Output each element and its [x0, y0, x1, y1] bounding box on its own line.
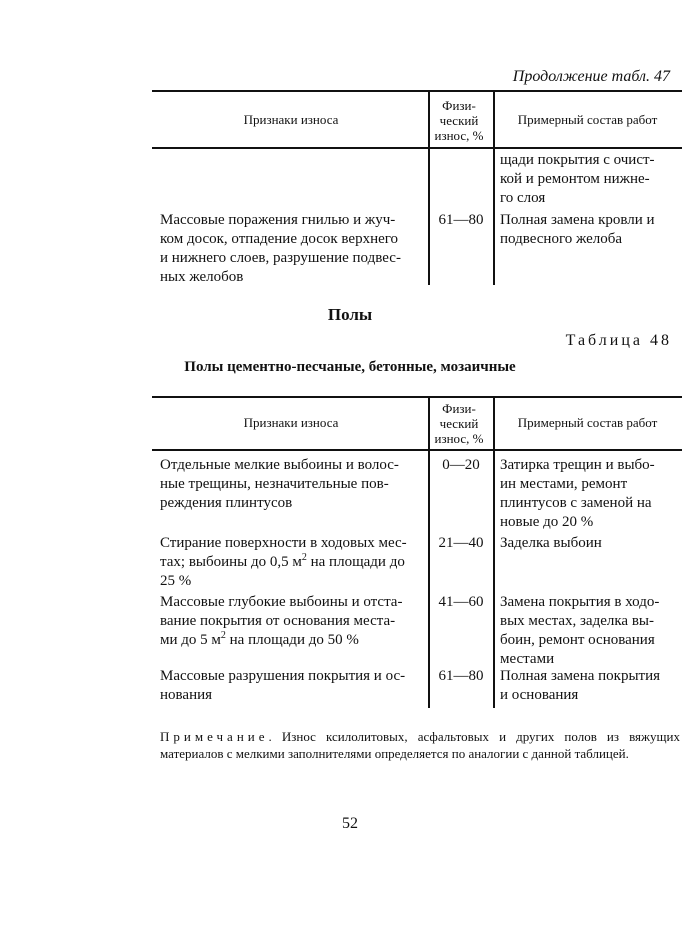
- table-row-signs: Отдельные мелкие выбоины и волос- ные трещины, незначительные пов- реждения плинтусов: [160, 457, 399, 511]
- superscript: 2: [220, 630, 226, 641]
- table-row-works: щади покрытия с очист- кой и ремонтом нижне- го слоя: [500, 152, 655, 206]
- table-row-works: Полная замена кровли и подвесного желоба: [500, 212, 655, 247]
- section-title: Полы: [327, 305, 373, 324]
- page-number: 52: [342, 815, 358, 832]
- signs-text: на площади до 25 %: [160, 554, 405, 589]
- table-row-signs: [160, 534, 422, 591]
- superscript: 2: [301, 552, 307, 563]
- signs-text: на площади до 50 %: [225, 632, 359, 648]
- header-works: Примерный состав работ: [517, 415, 658, 430]
- table-note: [160, 728, 680, 762]
- column-divider: [428, 90, 430, 285]
- note-label: Примечание: [160, 729, 269, 744]
- table-top-rule: [152, 90, 682, 92]
- table-title: Полы цементно-песчаные, бетонные, мозаичные: [184, 359, 516, 375]
- table-top-rule: [152, 396, 682, 398]
- table-row-wear: 21—40: [438, 535, 484, 551]
- table-row-works: Затирка трещин и выбо- ин местами, ремонт плинтусов с заменой на новые до 20 %: [500, 457, 655, 530]
- table-row-signs: [160, 593, 422, 650]
- signs-text: Массовые глубокие выбоины и отста- вание покрытия от основания места- ми до 5 м: [160, 594, 403, 648]
- table-row-wear: 61—80: [438, 212, 484, 228]
- header-wear: Физи- ческий износ, %: [434, 401, 484, 446]
- signs-text: Стирание поверхности в ходовых мес- тах; выбоины до 0,5 м: [160, 535, 407, 570]
- table-row-signs: Массовые поражения гнилью и жуч- ком досок, отпадение досок верхнего и нижнего слоев, разрушение подвес- ных желобов: [160, 212, 401, 285]
- header-rule: [152, 449, 682, 451]
- header-rule: [152, 147, 682, 149]
- table-row-signs: Массовые разрушения покрытия и ос- нования: [160, 668, 406, 703]
- note-text: . Износ ксилолитовых, асфальтовых и других полов из вяжущих материалов с мелкими заполнителями определяется по аналогии с данной таблицей.: [160, 729, 680, 761]
- table-row-wear: 0—20: [442, 457, 480, 473]
- table-row-wear: 61—80: [438, 668, 484, 684]
- column-divider: [493, 396, 495, 708]
- table-row-works: Замена покрытия в ходо- вых местах, заделка вы- боин, ремонт основания местами: [500, 594, 660, 667]
- table-row-works: Заделка выбоин: [500, 535, 602, 551]
- header-wear: Физи- ческий износ, %: [434, 98, 484, 143]
- table-number: Таблица 48: [565, 332, 672, 349]
- column-divider: [493, 90, 495, 285]
- header-works: Примерный состав работ: [517, 112, 658, 127]
- table-continuation-label: Продолжение табл. 47: [512, 68, 670, 85]
- table-row-wear: 41—60: [438, 594, 484, 610]
- header-signs: Признаки износа: [243, 415, 339, 430]
- header-signs: Признаки износа: [243, 112, 339, 127]
- table-row-works: Полная замена покрытия и основания: [500, 668, 660, 703]
